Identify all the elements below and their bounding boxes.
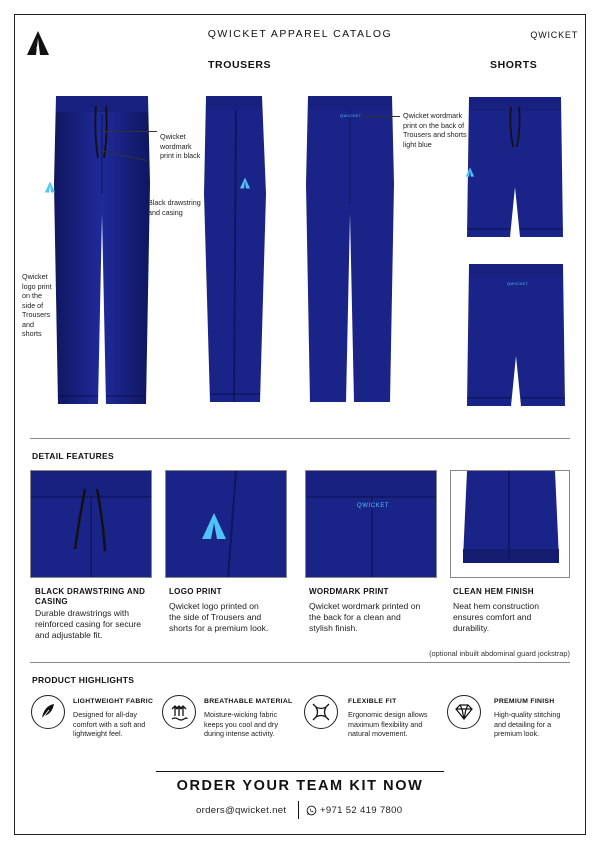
- leader-line: [362, 116, 400, 117]
- callout-drawstring: Black drawstring and casing: [148, 198, 201, 217]
- product-highlights-heading: PRODUCT HIGHLIGHTS: [32, 675, 135, 685]
- contact-email[interactable]: orders@qwicket.net: [196, 805, 287, 816]
- side-logo-icon: [239, 177, 251, 189]
- feature-title-wordmark: WORDMARK PRINT: [309, 587, 389, 596]
- leader-line: [100, 131, 157, 132]
- jockstrap-note: (optional inbuilt abdominal guard jockstrap): [429, 649, 570, 658]
- detail-drawstring-image: [30, 470, 152, 578]
- cta-rule: [156, 771, 444, 772]
- feature-desc-logo: Qwicket logo printed on the side of Trousers and shorts for a premium look.: [169, 601, 269, 634]
- side-logo-icon: [465, 167, 475, 177]
- contact-phone[interactable]: +971 52 419 7800: [320, 805, 403, 816]
- feature-desc-hem: Neat hem construction ensures comfort and durability.: [453, 601, 539, 634]
- detail-wordmark-text: QWICKET: [357, 503, 390, 509]
- highlight-title-premium: PREMIUM FINISH: [494, 698, 555, 705]
- highlight-title-lightweight: LIGHTWEIGHT FABRIC: [73, 698, 154, 705]
- whatsapp-icon: [306, 805, 317, 816]
- trousers-front-image: [52, 94, 152, 408]
- detail-hem-image: [450, 470, 570, 578]
- shorts-heading: SHORTS: [490, 59, 538, 71]
- feature-title-hem: CLEAN HEM FINISH: [453, 587, 534, 596]
- feather-icon: [31, 695, 65, 729]
- diamond-icon: [447, 695, 481, 729]
- feature-desc-drawstring: Durable drawstrings with reinforced casing for secure and adjustable fit.: [35, 608, 142, 641]
- shorts-front-image: [466, 95, 564, 241]
- detail-wordmark-image: [305, 470, 437, 578]
- highlight-desc-premium: High-quality stitching and detailing for a premium look.: [494, 710, 561, 739]
- highlight-desc-flexible: Ergonomic design allows maximum flexibility and natural movement.: [348, 710, 428, 739]
- highlight-title-flexible: FLEXIBLE FIT: [348, 698, 397, 705]
- section-divider: [30, 662, 570, 663]
- detail-features-heading: DETAIL FEATURES: [32, 451, 114, 461]
- order-cta: ORDER YOUR TEAM KIT NOW: [176, 778, 424, 794]
- catalog-title: QWICKET APPAREL CATALOG: [207, 28, 393, 40]
- trousers-side-image: [200, 94, 270, 406]
- shorts-back-wordmark: QWICKET: [507, 281, 529, 286]
- callout-wordmark-black: Qwicket wordmark print in black: [160, 132, 201, 160]
- feature-desc-wordmark: Qwicket wordmark printed on the back for a clean and stylish finish.: [309, 601, 421, 634]
- detail-logo-image: [165, 470, 287, 578]
- callout-wordmark-back: Qwicket wordmark print on the back of Trousers and shorts light blue: [403, 111, 467, 149]
- section-divider: [30, 438, 570, 439]
- back-wordmark: QWICKET: [340, 113, 362, 118]
- highlight-desc-breathable: Moisture-wicking fabric keeps you cool and dry during intense activity.: [204, 710, 278, 739]
- brand-name: QWICKET: [530, 30, 578, 40]
- feature-title-logo: LOGO PRINT: [169, 587, 222, 596]
- trousers-heading: TROUSERS: [208, 59, 272, 71]
- highlight-desc-lightweight: Designed for all-day comfort with a soft and lightweight feel.: [73, 710, 146, 739]
- feature-title-drawstring: BLACK DRAWSTRING AND CASING: [35, 587, 146, 606]
- side-logo-icon: [44, 181, 56, 193]
- callout-side-logo: Qwicket logo print on the side of Trousers and shorts: [22, 272, 52, 338]
- highlight-title-breathable: BREATHABLE MATERIAL: [204, 698, 293, 705]
- breathable-icon: [162, 695, 196, 729]
- contact-divider: [298, 801, 299, 819]
- trousers-back-image: [304, 94, 396, 406]
- flex-icon: [304, 695, 338, 729]
